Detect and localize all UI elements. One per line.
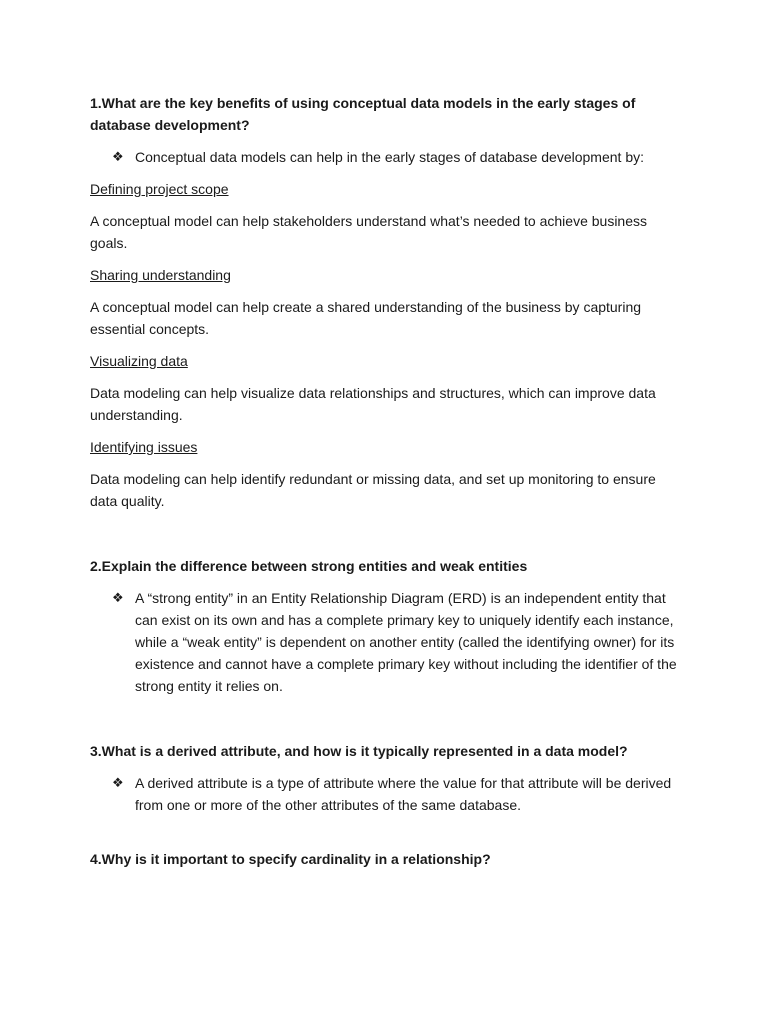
- question-1: 1.What are the key benefits of using conceptual data models in the early stages of database development?: [90, 95, 636, 133]
- bullet-item: [90, 587, 680, 697]
- document-page: [90, 92, 680, 870]
- diamond-bullet-icon: ❖: [112, 149, 124, 164]
- question-4: 4.Why is it important to specify cardinality in a relationship?: [90, 851, 491, 867]
- paragraph: Data modeling can help identify redundant or missing data, and set up monitoring to ensure data quality.: [90, 471, 656, 509]
- subheading-sharing-understanding: Sharing understanding: [90, 267, 231, 283]
- bullet-text: A “strong entity” in an Entity Relationship Diagram (ERD) is an independent entity that can exist on its own and has a complete primary key to uniquely identify each instance, while a “weak entity” is dependent on another entity (called the identifying owner) for its existence and cannot have a complete primary key without including the identifier of the strong entity it relies on.: [135, 590, 677, 694]
- bullet-text: A derived attribute is a type of attribute where the value for that attribute will be derived from one or more of the other attributes of the same database.: [135, 775, 672, 813]
- diamond-bullet-icon: ❖: [112, 590, 124, 605]
- bullet-text: Conceptual data models can help in the early stages of database development by:: [135, 149, 644, 165]
- question-2: 2.Explain the difference between strong entities and weak entities: [90, 558, 528, 574]
- diamond-bullet-icon: ❖: [112, 775, 124, 790]
- bullet-item: [90, 146, 680, 168]
- subheading-visualizing-data: Visualizing data: [90, 353, 188, 369]
- paragraph: A conceptual model can help stakeholders understand what’s needed to achieve business goals.: [90, 213, 648, 251]
- question-3: 3.What is a derived attribute, and how is it typically represented in a data model?: [90, 743, 628, 759]
- subheading-identifying-issues: Identifying issues: [90, 439, 198, 455]
- bullet-item: [90, 772, 680, 816]
- subheading-defining-project-scope: Defining project scope: [90, 181, 229, 197]
- paragraph: A conceptual model can help create a shared understanding of the business by capturing essential concepts.: [90, 299, 642, 337]
- paragraph: Data modeling can help visualize data relationships and structures, which can improve data understanding.: [90, 385, 656, 423]
